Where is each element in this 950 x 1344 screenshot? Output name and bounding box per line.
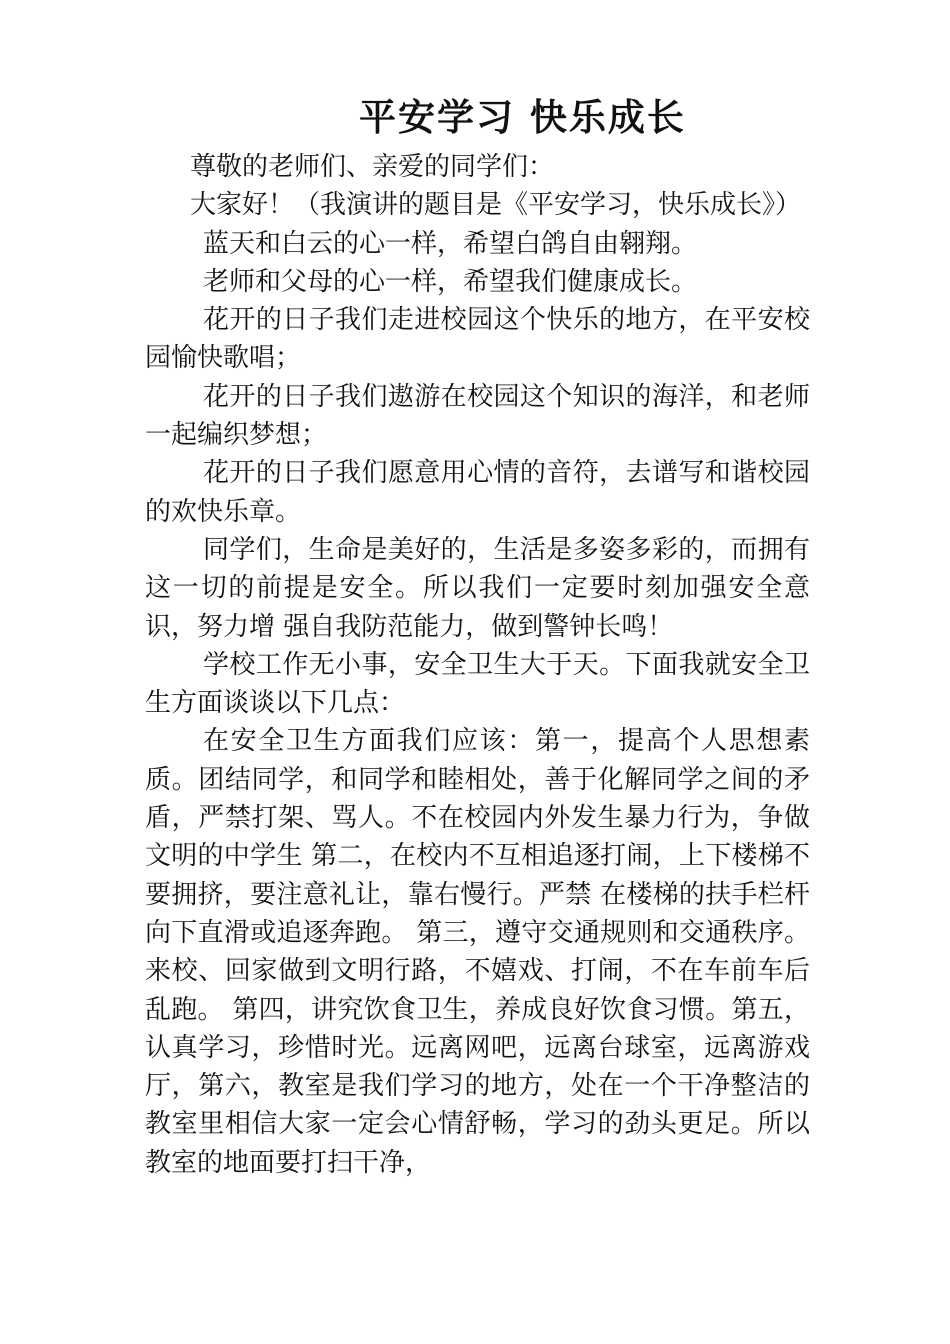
body-paragraph: 在安全卫生方面我们应该：第一，提高个人思想素质。团结同学，和同学和睦相处，善于化解同学之间的矛盾，严禁打架、骂人。不在校园内外发生暴力行为，争做文明的中学生 第二，在校内不互相追逐打闹，上下楼梯不要拥挤，要注意礼让，靠右慢行。严禁 在楼梯的扶手栏杆向下直滑或追逐奔跑。 第三，遵守交通规则和交通秩序。来校、回家做到文明行路，不嬉戏、打闹，不在车前车后乱跑。 第四，讲究饮食卫生，养成良好饮食习惯。第五，认真学习，珍惜时光。远离网吧，远离台球室，远离游戏厅，第六，教室是我们学习的地方，处在一个干净整洁的教室里相信大家一定会心情舒畅，学习的劲头更足。所以教室的地面要打扫干净， — [145, 726, 810, 1178]
body-paragraph: 学校工作无小事，安全卫生大于天。下面我就安全卫生方面谈谈以下几点： — [145, 649, 810, 719]
speech-topic-paragraph: 大家好！（我演讲的题目是《平安学习，快乐成长》） — [190, 190, 802, 221]
document-body — [145, 92, 810, 1182]
body-paragraph: 花开的日子我们走进校园这个快乐的地方，在平安校园愉快歌唱； — [145, 305, 810, 374]
body-paragraph: 花开的日子我们愿意用心情的音符，去谱写和谐校园的欢快乐章。 — [145, 458, 810, 527]
body-paragraph: 同学们，生命是美好的，生活是多姿多彩的，而拥有这一切的前提是安全。所以我们一定要时刻加强安全意识，努力增 强自我防范能力，做到警钟长鸣！ — [145, 534, 810, 642]
document-title: 平安学习 快乐成长 — [359, 95, 686, 139]
verse-line: 蓝天和白云的心一样，希望白鸽自由翱翔。 — [203, 228, 698, 259]
greeting-paragraph: 尊敬的老师们、亲爱的同学们： — [190, 152, 555, 182]
verse-line: 老师和父母的心一样，希望我们健康成长。 — [203, 266, 698, 297]
body-paragraph: 花开的日子我们遨游在校园这个知识的海洋，和老师一起编织梦想； — [145, 381, 810, 451]
